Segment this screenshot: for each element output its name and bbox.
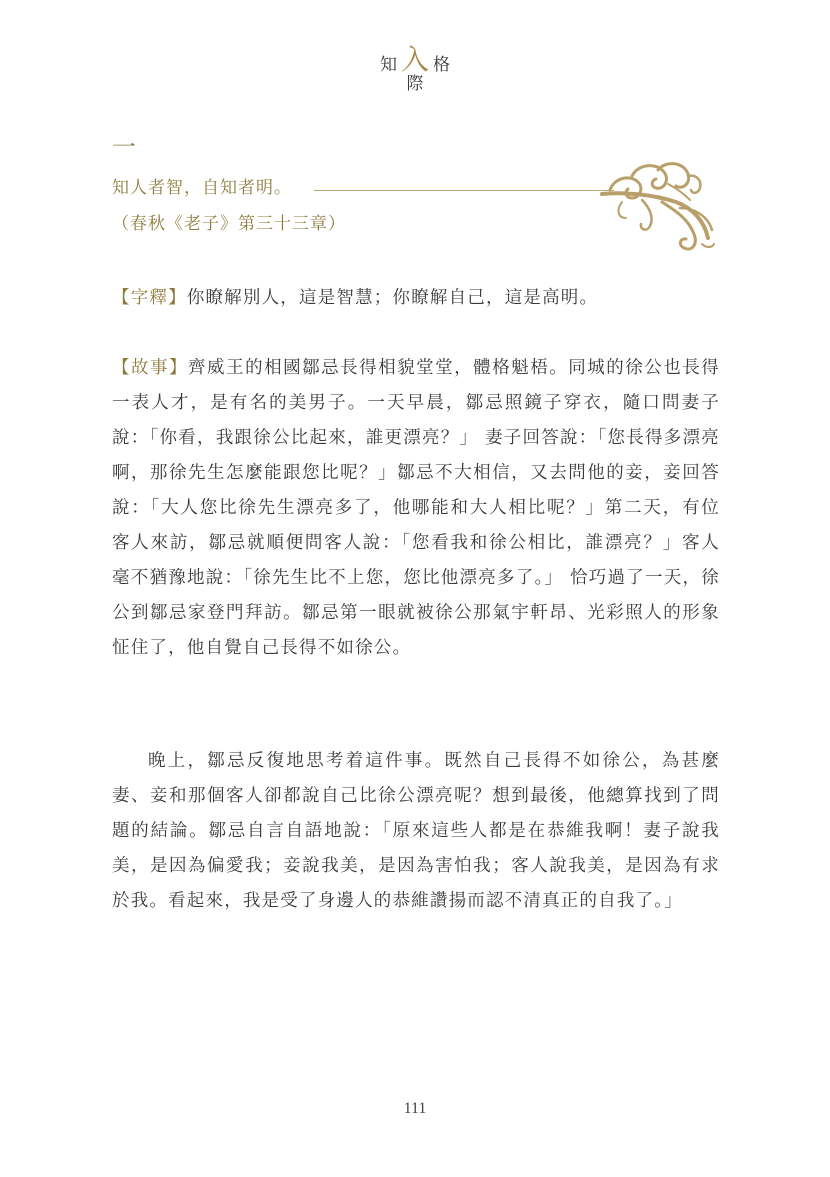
gloss-tag: 【字釋】 — [112, 288, 187, 308]
header-mark: 入 — [400, 43, 429, 76]
chapter-source: （春秋《老子》第三十三章） — [112, 214, 346, 234]
header-right-char: 格 — [433, 55, 450, 75]
cloud-ornament-icon — [592, 148, 720, 256]
story-paragraph-2: 晚上，鄒忌反復地思考着這件事。既然自己長得不如徐公，為甚麼妻、妾和那個客人卻都說自己比徐公漂亮呢？想到最後，他總算找到了問題的結論。鄒忌自言自語地說：「原來這些人都是在恭維我啊！妻子說我美，是因為偏愛我；妾說我美，是因為害怕我；客人說我美，是因為有求於我。看起來，我是受了身邊人的恭維讚揚而認不清真正的自我了。」 — [112, 751, 720, 911]
chapter-number: 一 — [112, 133, 136, 161]
chapter-quote: 知人者智，自知者明。 — [112, 178, 292, 198]
page-number: 111 — [403, 1100, 427, 1117]
story-tag: 【故事】 — [112, 358, 189, 378]
gloss-text: 你瞭解別人，這是智慧；你瞭解自己，這是高明。 — [186, 288, 599, 308]
header-second-line: 際 — [406, 74, 424, 94]
header-left-char: 知 — [379, 55, 397, 75]
quote-rule — [314, 190, 614, 191]
story-text: 齊威王的相國鄒忌長得相貌堂堂，體格魁梧。同城的徐公也長得一表人才，是有名的美男子。一天早晨，鄒忌照鏡子穿衣，隨口問妻子說：「你看，我跟徐公比起來，誰更漂亮？」 妻子回答說：「您長得多漂亮啊，那徐先生怎麼能跟您比呢？」鄒忌不大相信，又去問他的妾，妾回答說：「大人您比徐先生漂亮多了，他哪能和大人相比呢？」第二天，有位客人來訪，鄒忌就順便問客人說：「您看我和徐公相比，誰漂亮？」客人毫不猶豫地說：「徐先生比不上您，您比他漂亮多了。」 恰巧過了一天，徐公到鄒忌家登門拜訪。鄒忌第一眼就被徐公那氣宇軒昂、光彩照人的形象怔住了，他自覺自己長得不如徐公。 — [112, 358, 720, 658]
gloss-paragraph — [112, 281, 720, 316]
story-paragraph — [112, 351, 720, 666]
running-header — [0, 43, 830, 94]
